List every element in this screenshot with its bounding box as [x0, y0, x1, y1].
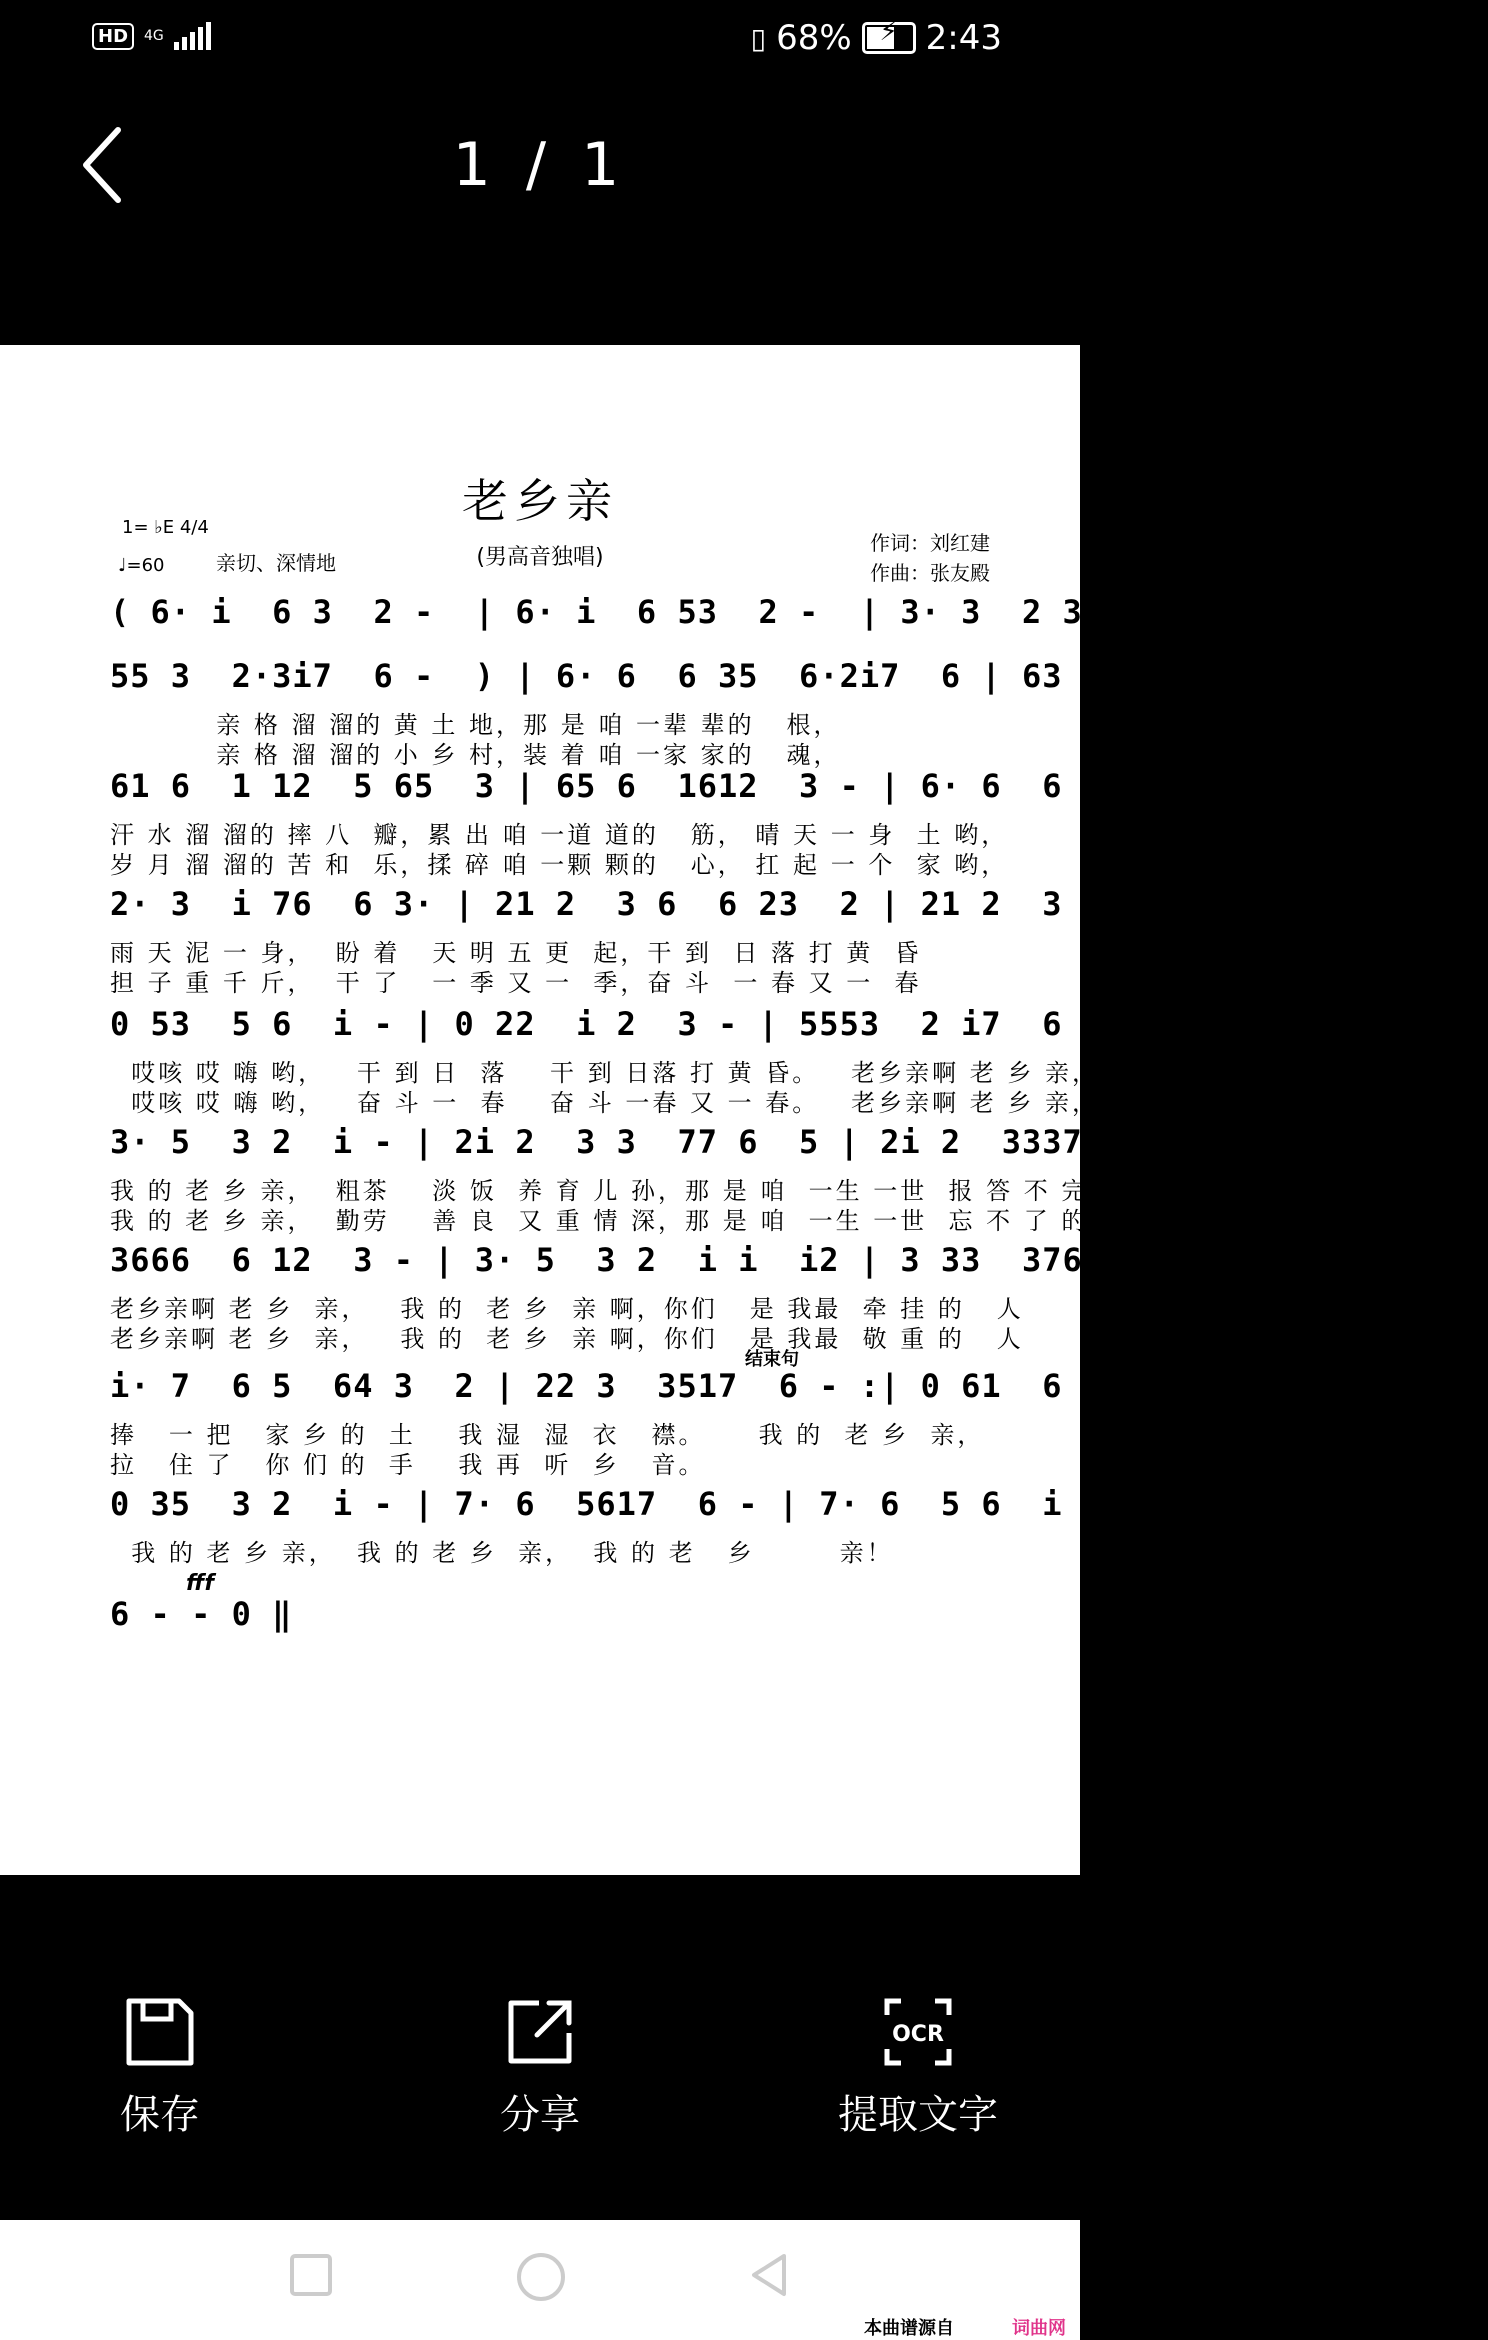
clock: 2:43 — [925, 18, 1002, 58]
extract-text-button[interactable] — [808, 1995, 1028, 2140]
lyric-line-8a: 捧 一 把 家 乡 的 土 我 湿 湿 衣 襟。 我 的 老 乡 亲， — [110, 1421, 985, 1449]
battery-icon: ⚡ — [862, 22, 916, 54]
notation-line-3: 61 6 1 12 5 65 3 | 65 6 1612 3 - | 6· 6 6 35 6 i· | — [110, 767, 1286, 805]
lyric-line-3a: 汗 水 溜 溜的 摔 八 瓣，累 出 咱 一道 道的 筋， 晴 天 一 身 土 哟， — [110, 821, 1009, 849]
lyricist-credit: 作词：刘红建 — [870, 531, 990, 555]
dynamic-mark: fff — [186, 1571, 214, 1596]
share-button[interactable] — [430, 1995, 650, 2140]
save-button[interactable] — [50, 1995, 270, 2140]
action-toolbar — [0, 1875, 1080, 2220]
watermark-site: 词曲网 — [1012, 2318, 1066, 2339]
composer-credit: 作曲：张友殿 — [870, 561, 990, 585]
notation-line-6: 3· 5 3 2 i - | 2i 2 3 3 77 6 5 | 2i 2 3337 6676 5 | — [110, 1123, 1306, 1161]
viewer-header — [0, 90, 1080, 345]
notation-line-5: 0 53 5 6 i - | 0 22 i 2 3 - | 5553 2 i7 6 - | 666i 6 3 2 - | — [110, 1005, 1488, 1043]
notation-line-8: i· 7 6 5 64 3 2 | 22 3 3517 6 - :| 0 61 6 3 2 - | — [110, 1367, 1245, 1405]
notation-line-2: 55 3 2·3i7 6 - ) | 6· 6 6 35 6·2i7 6 | 63 6 2217 6 - | — [110, 657, 1367, 695]
ending-label: 结束句 — [745, 1349, 799, 1370]
notation-line-4: 2· 3 i 76 6 3· | 21 2 3 6 6 23 2 | 21 2 3 6 6 23 2 | — [110, 885, 1326, 923]
lyric-line-6a: 我 的 老 乡 亲， 粗茶 淡 饭 养 育 儿 孙，那 是 咱 一生 一世 报 答 不 完 的 恩 — [110, 1177, 1175, 1205]
lyric-line-7a: 老乡亲啊 老 乡 亲， 我 的 老 乡 亲 啊，你们 是 我最 牵 挂 的 人 — [110, 1295, 1024, 1323]
lyric-line-3b: 岁 月 溜 溜的 苦 和 乐，揉 碎 咱 一颗 颗的 心， 扛 起 一 个 家 哟， — [110, 851, 1009, 879]
hd-badge: HD — [92, 23, 134, 50]
extract-text-label: 提取文字 — [838, 2092, 998, 2138]
share-icon — [503, 1995, 577, 2069]
lyric-line-2b: 亲 格 溜 溜的 小 乡 村，装 着 咱 一家 家的 魂， — [110, 741, 841, 769]
score-subtitle: (男高音独唱) — [476, 545, 604, 570]
save-icon — [123, 1995, 197, 2069]
lyric-line-5b: 哎咳 哎 嗨 哟， 奋 斗 一 春 奋 斗 一春 又 一 春。 老乡亲啊 老 乡 亲， — [110, 1089, 1099, 1117]
tempo-mark: ♩=60 — [118, 555, 165, 576]
key-signature: 1= ♭E 4/4 — [122, 517, 209, 538]
recents-icon[interactable] — [286, 2250, 336, 2300]
lyric-line-5a: 哎咳 哎 嗨 哟， 干 到 日 落 干 到 日落 打 黄 昏。 老乡亲啊 老 乡 亲， — [110, 1059, 1099, 1087]
notation-line-7: 3666 6 12 3 - | 3· 5 3 2 i i i2 | 3 33 37676 5 - | — [110, 1241, 1266, 1279]
share-label: 分享 — [500, 2092, 580, 2138]
page-indicator: 1 / 1 — [452, 130, 628, 200]
lyric-line-2a: 亲 格 溜 溜的 黄 土 地，那 是 咱 一辈 辈的 根， — [110, 711, 841, 739]
lyric-line-7b: 老乡亲啊 老 乡 亲， 我 的 老 乡 亲 啊，你们 是 我最 敬 重 的 人 — [110, 1325, 1024, 1353]
lyric-line-4b: 担 子 重 千 斤， 干 了 一 季 又 一 季，奋 斗 一 春 又 一 春 — [110, 969, 922, 997]
lyric-line-8b: 拉 住 了 你 们 的 手 我 再 听 乡 音。 — [110, 1451, 706, 1479]
vibrate-icon: ▯ — [750, 21, 767, 55]
battery-percent: 68% — [776, 18, 852, 58]
signal-icon — [174, 22, 211, 50]
notation-line-9: 0 35 3 2 i - | 7· 6 5617 6 - | 7· 6 5 6 i 7 | 7 - | 6 - - - | — [110, 1485, 1468, 1523]
home-icon[interactable] — [514, 2250, 568, 2304]
expression-mark: 亲切、深情地 — [216, 551, 336, 575]
svg-text:OCR: OCR — [892, 2022, 944, 2047]
notation-line-1: ( 6· i 6 3 2 - | 6· i 6 53 2 - | 3· 3 2 3 i 76 5 | — [110, 593, 1306, 631]
lyric-line-6b: 我 的 老 乡 亲， 勤劳 善 良 又 重 情 深，那 是 咱 一生 一世 忘 不 了 的 本 — [110, 1207, 1137, 1235]
lyric-line-4a: 雨 天 泥 一 身， 盼 着 天 明 五 更 起，干 到 日 落 打 黄 昏 — [110, 939, 922, 967]
watermark-source: 本曲谱源自 — [864, 2318, 954, 2339]
save-label: 保存 — [120, 2092, 200, 2138]
back-nav-icon[interactable] — [744, 2250, 794, 2300]
notation-line-10: 6 - - 0 ‖ — [110, 1595, 293, 1633]
status-bar — [0, 0, 1080, 90]
ocr-icon — [881, 1995, 955, 2069]
lyric-line-9a: 我 的 老 乡 亲， 我 的 老 乡 亲， 我 的 老 乡 亲！ — [110, 1539, 894, 1567]
network-type: 4G — [144, 28, 164, 44]
score-title: 老乡亲 — [462, 474, 618, 528]
score-image[interactable] — [0, 345, 1488, 1875]
